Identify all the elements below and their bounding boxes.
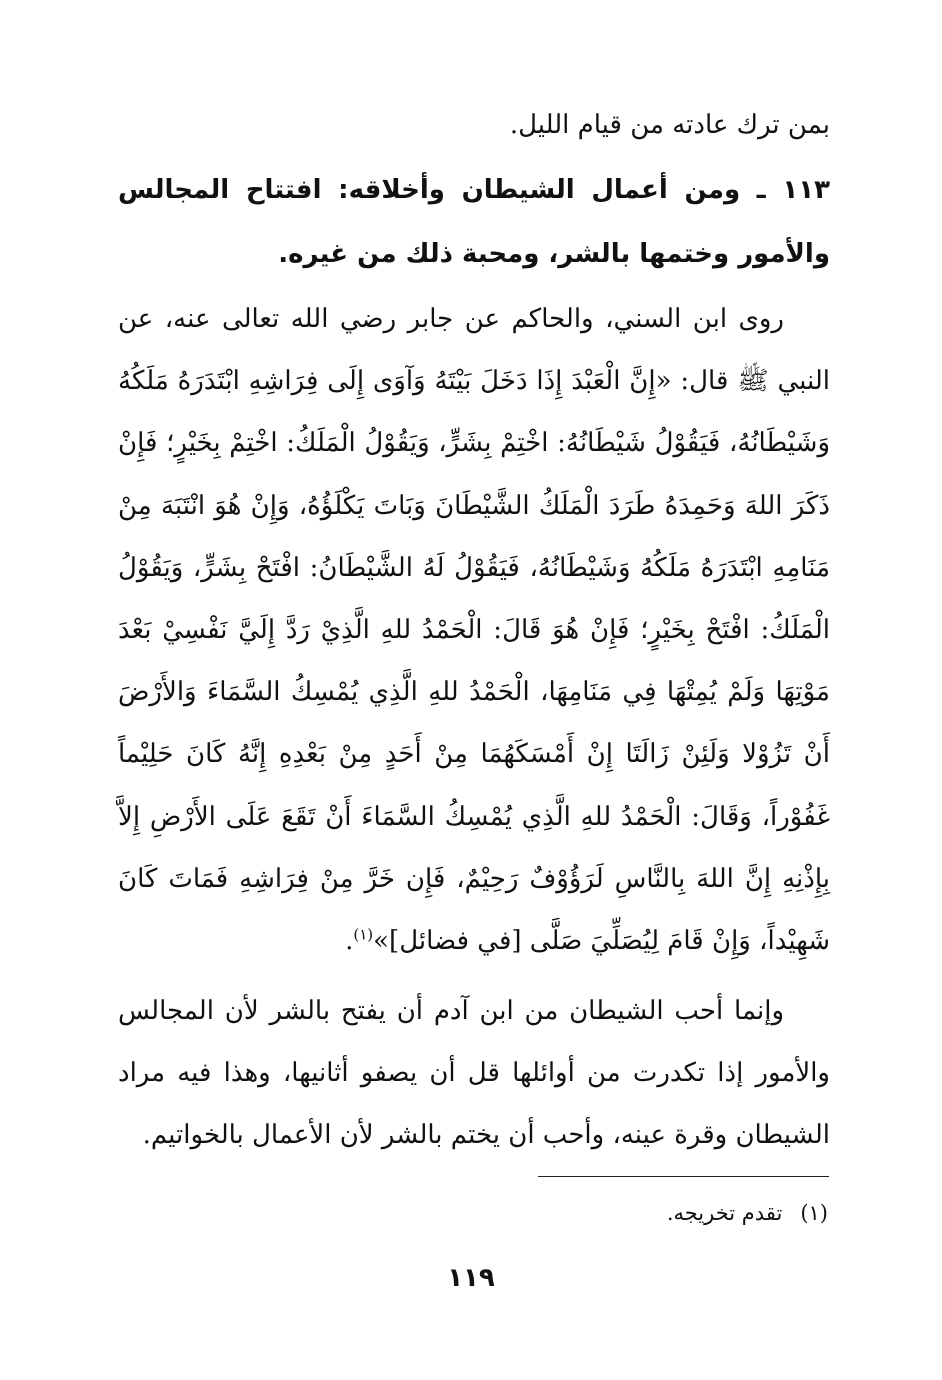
page-number: ١١٩ (447, 1263, 495, 1293)
hadith-text: روى ابن السني، والحاكم عن جابر رضي الله تعالى عنه، عن النبي ﷺ قال: «إِنَّ الْعَبْدَ إِذَا دَخَلَ بَيْتَهُ وَآوَى إِلَى فِرَاشِهِ ابْتَدَرَهُ مَلَكُهُ وَشَيْطَانُهُ، فَيَقُوْلُ شَيْطَانُهُ: اخْتِمْ بِشَرٍّ، وَيَقُوْلُ الْمَلَكُ: اخْتِمْ بِخَيْرٍ؛ فَإِنْ ذَكَرَ اللهَ وَحَمِدَهُ طَرَدَ الْمَلَكُ الشَّيْطَانَ وَبَاتَ يَكْلَؤُهُ، وَإِنْ هُوَ انْتَبَهَ مِنْ مَنَامِهِ ابْتَدَرَهُ مَلَكُهُ وَشَيْطَانُهُ، فَيَقُوْلُ لَهُ الشَّيْطَانُ: افْتَحْ بِشَرٍّ، وَيَقُوْلُ الْمَلَكُ: افْتَحْ بِخَيْرٍ؛ فَإِنْ هُوَ قَالَ: الْحَمْدُ للهِ الَّذِيْ رَدَّ إِلَيَّ نَفْسِيْ بَعْدَ مَوْتِهَا وَلَمْ يُمِتْهَا فِي مَنَامِهَا، الْحَمْدُ للهِ الَّذِي يُمْسِكُ السَّمَاءَ وَالأَرْضَ أَنْ تَزُوْلا وَلَئِنْ زَالَتَا إِنْ أَمْسَكَهُمَا مِنْ أَحَدٍ مِنْ بَعْدِهِ إِنَّهُ كَانَ حَلِيْماً غَفُوْراً، وَقَالَ: الْحَمْدُ للهِ الَّذِي يُمْسِكُ السَّمَاءَ أَنْ تَقَعَ عَلَى الأَرْضِ إِلاَّ بِإِذْنِهِ إِنَّ اللهَ بِالنَّاسِ لَرَؤُوْفٌ رَحِيْمٌ، فَإِن خَرَّ مِنْ فِرَاشِهِ فَمَاتَ كَانَ شَهِيْداً، وَإِنْ قَامَ لِيُصَلِّيَ صَلَّى [في فضائل]» (118, 304, 830, 957)
footnote-text: تقدم تخريجه. (666, 1201, 783, 1225)
footnote-divider (538, 1176, 829, 1177)
footnote-number: (١) (800, 1201, 828, 1225)
hadith-end: . (345, 926, 354, 957)
hadith-paragraph (118, 288, 830, 972)
closing-paragraph: وإنما أحب الشيطان من ابن آدم أن يفتح بالشر لأن المجالس والأمور إذا تكدرت من أوائلها قل أن يصفو أثانيها، وهذا فيه مراد الشيطان وقرة عينه، وأحب أن يختم بالشر لأن الأعمال بالخواتيم. (118, 996, 830, 1151)
opening-line: بمن ترك عادته من قيام الليل. (509, 110, 830, 140)
section-heading: ١١٣ ـ ومن أعمال الشيطان وأخلاقه: افتتاح المجالس والأمور وختمها بالشر، ومحبة ذلك من غيره. (118, 175, 830, 269)
page-body (118, 92, 830, 1166)
footnote (400, 1196, 828, 1230)
footnote-reference[interactable]: (١) (353, 925, 374, 944)
